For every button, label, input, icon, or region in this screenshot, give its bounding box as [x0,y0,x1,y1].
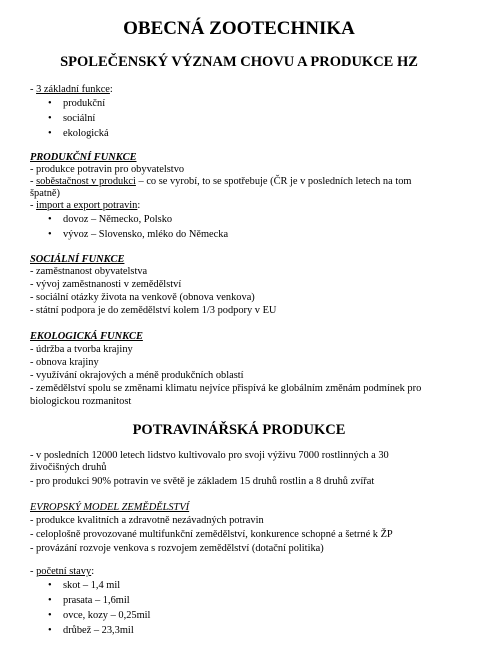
text-line: - státní podpora je do zemědělství kolem 1/3 podpory v EU [30,305,277,316]
bullet-icon [48,610,63,622]
text-line: - obnova krajiny [30,357,99,368]
counts-intro: - početní stavy: [30,566,95,577]
list-item: •sociální [48,113,95,125]
text-line: - využívání okrajových a méně produkčních oblastí [30,370,244,381]
text-line: - produkce kvalitních a zdravotně nezávadných potravin [30,515,264,526]
bullet-icon [48,214,63,226]
subheading-social: SOCIÁLNÍ FUNKCE [30,254,125,265]
list-item: •ekologická [48,128,109,140]
text-line: - soběstačnost v produkci – co se vyrobí, to se spotřebuje (ČR je v posledních letech na tom [30,176,412,187]
text-line: - údržba a tvorba krajiny [30,344,133,355]
list-item: •vývoz – Slovensko, mléko do Německa [48,229,228,241]
document-title: OBECNÁ ZOOTECHNIKA [123,18,355,39]
section-heading-social-significance: SPOLEČENSKÝ VÝZNAM CHOVU A PRODUKCE HZ [60,54,418,70]
text-line: - zemědělství spolu se změnami klimatu nejvíce přispívá ke globálním změnám podmínek pro [30,383,422,394]
text-line: - zaměstnanost obyvatelstva [30,266,148,277]
text-line: biologickou rozmanitost [30,396,132,407]
text-line: - v posledních 12000 letech lidstvo kultivovalo pro svoji výživu 7000 rostlinných a 30 [30,450,389,461]
text-line: - vývoj zaměstnanosti v zemědělství [30,279,182,290]
bullet-icon [48,113,63,125]
text-line: - produkce potravin pro obyvatelstvo [30,164,185,175]
list-item: •prasata – 1,6mil [48,595,130,607]
bullet-icon [48,128,63,140]
subheading-ecological: EKOLOGICKÁ FUNKCE [30,331,143,342]
text-line: - provázání rozvoje venkova s rozvojem zemědělství (dotační politika) [30,543,324,554]
text-line: - pro produkci 90% potravin ve světě je základem 15 druhů rostlin a 8 druhů zvířat [30,476,375,487]
subheading-production: PRODUKČNÍ FUNKCE [30,152,137,163]
bullet-icon [48,229,63,241]
text-line: - sociální otázky života na venkově (obnova venkova) [30,292,255,303]
subheading-eu-model: EVROPSKÝ MODEL ZEMĚDĚLSTVÍ [30,502,190,513]
list-item: •dovoz – Německo, Polsko [48,214,172,226]
list-item: •drůbež – 23,3mil [48,625,134,637]
bullet-icon [48,625,63,637]
list-item: •produkční [48,98,105,110]
text-line: - import a export potravin: [30,200,141,211]
section-heading-food-production: POTRAVINÁŘSKÁ PRODUKCE [132,422,346,438]
text-line: špatně) [30,188,61,199]
text-line: živočišných druhů [30,462,107,473]
bullet-icon [48,580,63,592]
bullet-icon [48,595,63,607]
functions-intro: - 3 základní funkce: [30,84,113,95]
text-line: - celoplošně provozované multifunkční zemědělství, konkurence schopné a šetrné k ŽP [30,529,393,540]
bullet-icon [48,98,63,110]
list-item: •skot – 1,4 mil [48,580,120,592]
list-item: •ovce, kozy – 0,25mil [48,610,150,622]
